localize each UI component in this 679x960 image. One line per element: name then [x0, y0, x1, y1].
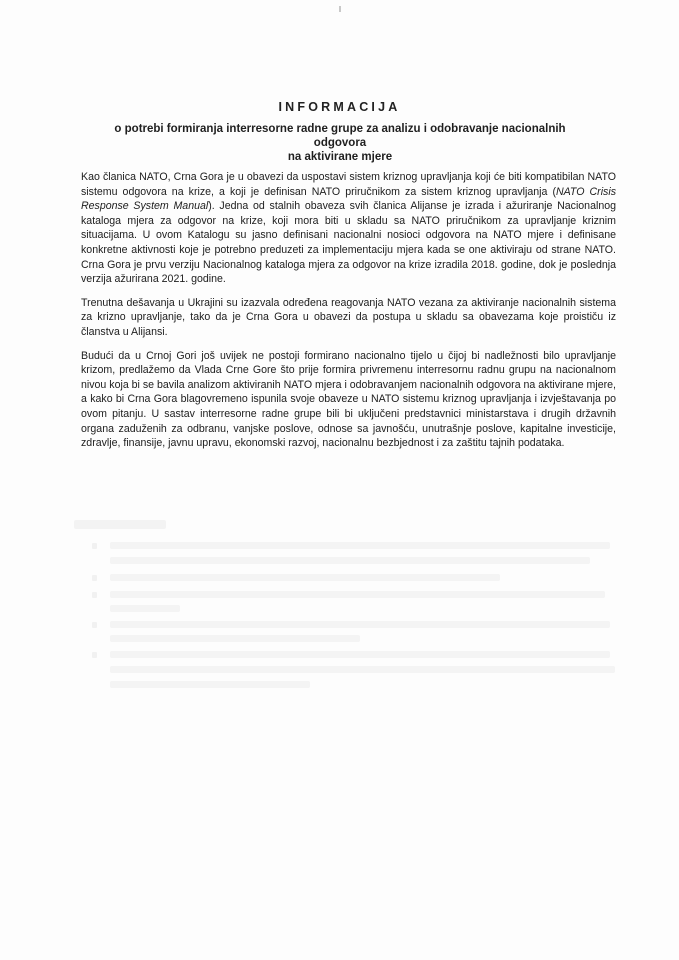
document-subtitle [90, 122, 590, 164]
ghost-line [110, 621, 610, 628]
ghost-line [110, 542, 610, 549]
ghost-mark [92, 592, 97, 598]
ghost-line [110, 591, 605, 598]
ghost-line [110, 574, 500, 581]
ghost-mark [92, 543, 97, 549]
ghost-line [110, 666, 615, 673]
document-title: INFORMACIJA [278, 100, 401, 114]
paragraph-1 [81, 170, 616, 287]
ghost-line [110, 605, 180, 612]
page-mark [339, 6, 341, 12]
ghost-line [110, 557, 590, 564]
ghost-line [110, 651, 610, 658]
ghost-mark [92, 652, 97, 658]
paragraph-1-part-1: Kao članica NATO, Crna Gora je u obavezi da uspostavi sistem kriznog upravljanja koji će biti kompatibilan NATO sistemu odgovora na krize, a koji je definisan NATO priručnikom za sistem kriznog upravljanja ( [81, 171, 616, 198]
paragraph-2: Trenutna dešavanja u Ukrajini su izazvala određena reagovanja NATO vezana za aktiviranje nacionalnih sistema za krizno upravljanje, tako da je Crna Gora u obavezi da postupa u skladu sa obavezama koje proističu iz članstva u Alijansi. [81, 296, 616, 338]
ghost-heading [74, 520, 166, 529]
paragraph-3: Budući da u Crnoj Gori još uvijek ne postoji formirano nacionalno tijelo u čijoj bi nadležnosti bilo upravljanje krizom, predlažemo da Vlada Crne Gore što prije formira privremenu interresornu radnu grupu na nacionalnom nivou koja bi se bavila analizom aktiviranih NATO mjera i odobravanjem nacionalnih odgovora na aktivirane mjere, a kako bi Crna Gora blagovremeno ispunila svoje obaveze u NATO sistemu kriznog upravljanja i izvještavanja po ovom pitanju. U sastav interresorne radne grupe bili bi uključeni predstavnici ministarstava i drugih državnih organa zaduženih za odbranu, vanjske poslove, odnose sa javnošću, unutrašnje poslove, kapitalne investicije, zdravlje, finansije, javnu upravu, ekonomski razvoj, nacionalnu bezbjednost i za zaštitu tajnih podataka. [81, 349, 616, 450]
document-body [81, 170, 616, 460]
ghost-mark [92, 575, 97, 581]
paragraph-1-part-2: ). Jedna od stalnih obaveza svih članica Alijanse je izrada i ažuriranje Nacionalnog kataloga mjera za odgovor na krize, koji mora biti u skladu sa NATO priručnikom za upravljanje kriznim situacijama. U ovom Katalogu su jasno definisani nacionalni nosioci odgovora na NATO mjere i definisane konkretne aktivnosti koje je potrebno preduzeti za implementaciju mjera kada se one aktiviraju od strane NATO. Crna Gora je prvu verziju Nacionalnog kataloga mjera za odgovor na krize izradila 2018. godine, dok je poslednja verzija ažurirana 2021. godine. [81, 200, 616, 286]
subtitle-line-2: na aktivirane mjere [287, 151, 393, 163]
paragraph-1-italic: NATO Crisis Response System Manual [81, 185, 616, 213]
ghost-line [110, 635, 360, 642]
subtitle-line-1: o potrebi formiranja interresorne radne grupe za analizu i odobravanje nacionalnih odgovora [114, 123, 566, 149]
ghost-mark [92, 622, 97, 628]
ghost-line [110, 681, 310, 688]
